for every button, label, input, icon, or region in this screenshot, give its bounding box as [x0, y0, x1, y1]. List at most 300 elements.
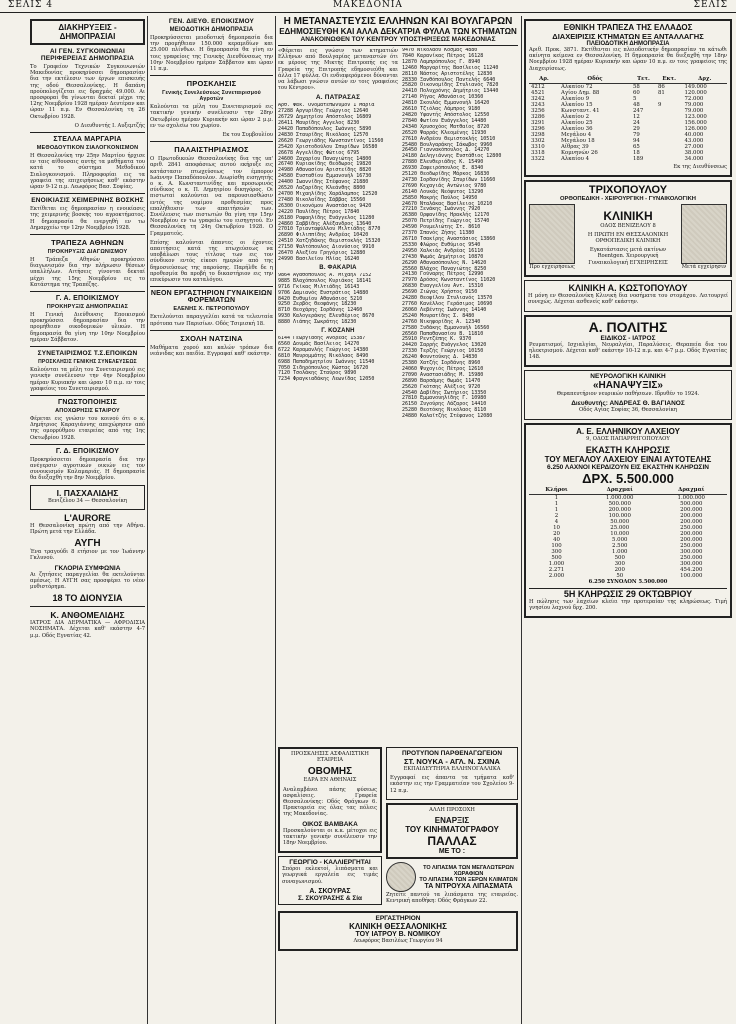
- advert-address: 9, ΟΔΟΣ ΠΑΠΑΡΡΗΓΟΠΟΥΛΟΥ: [586, 435, 670, 442]
- name-list-b: [278, 273, 398, 326]
- list-entry: 24060 Ψυχογιός Πέτρος 12610: [402, 365, 484, 372]
- advert-title: ΚΛΙΝΙΚΗ Α. ΚΩΣΤΟΠΟΥΛΟΥ: [568, 283, 688, 294]
- advert-subheading: ΕΔΡΑ ΕΝ ΑΘΗΝΑΙΣ: [303, 777, 357, 784]
- list-entry: 24420 Σαρρής Ευάγγελος 13020: [402, 342, 487, 349]
- list-entry: 26610 Τζιόλας Λάμπρος 9180: [402, 106, 481, 113]
- advert-title: ΣΤ. ΝΟΥΚΑ - ΑΓΛ. Ν. ΣΧΙΝΑ: [404, 757, 500, 766]
- article-intro: «Φέρεται εις γνώσιν των κτηματιών Ελλήνων από Βουλγαρίας μεταναστών ότι εκ μέρους της Μικτής Επιτροπής εις τα Γραφεία της Επιτροπής εδημοσιεύθη και άλλα 17 φύλλα. Οι ενδιαφερόμενοι δύνανται να λάβωσι γνώσιν αυτών εν τοις γραφείοις του Κέντρου».: [278, 48, 398, 92]
- notice-heading: Γ. Α. ΕΠΟΙΚΙΣΜΟΥ: [55, 295, 120, 303]
- table-cell: 38.000: [684, 149, 704, 156]
- table-row: [529, 156, 727, 162]
- list-entry: 26150 Ζυγούρης Λάζαρος 14410: [402, 401, 487, 408]
- table-cell: 250.000: [680, 524, 703, 531]
- list-entry: 27810 Εμμανουηλίδης Γ. 10980: [402, 395, 487, 402]
- notice-text: Καλούνται τα μέλη του Συνεταιρισμού εις τακτικήν γενικήν συνέλευσιν την 28ην Οκτωβρίου ημέραν Κυριακήν και ώραν 2 μ.μ. εν τω σχολείω του χωρίου.: [150, 104, 273, 129]
- list-entry: 26710 Τσακίρης Αναστάσιος 13860: [402, 236, 496, 242]
- list-entry: 6144 Γεωργιάδης Ανδρέας 15387: [278, 336, 366, 342]
- table-cell: Μεγάλου 18: [560, 137, 595, 144]
- list-entry: 24880 Καλαϊτζής Στέφανος 12080: [402, 413, 493, 420]
- list-entry: 27840 Φωτίου Ευάγγελος 14480: [402, 117, 487, 124]
- property-table: [529, 75, 727, 162]
- list-entry: 27430 Ψωμάς Δημήτριος 10870: [402, 253, 484, 260]
- advert-name: Ι. ΠΑΣΧΑΛΙΔΗΣ: [56, 487, 119, 498]
- list-entry: 27480 Νικολαΐδης Σάββας 15560: [278, 196, 366, 203]
- notice-text: Εκτίθεται εις δημοπρασίαν η ενοικίασις της χειμερινής βοσκής του αγροκτήματος. Η δημοπρασία θα ενεργηθή εν τω Δημαρχείω την 12ην Νοεμβρίου 1928.: [30, 206, 145, 231]
- list-entry: 27140 Ρήγας Αθανάσιος 10360: [402, 94, 484, 101]
- newspaper-name: ΜΑΚΕΔΟΝΙΑ: [333, 0, 403, 10]
- list-entry: 28330 Ξανθόπουλος Παντελής 6640: [402, 76, 496, 83]
- table-cell: 3286: [531, 113, 545, 120]
- column-2: [150, 16, 273, 1024]
- table-cell: 500: [551, 554, 562, 561]
- list-entry: 26380 Ορφανίδης Ηρακλής 12170: [402, 212, 490, 219]
- list-entry: 24990 Βασιλείου Ηλίας 16240: [278, 255, 360, 262]
- table-cell: 25.000: [610, 524, 630, 531]
- advert-heading: ΓΕΩΡΓΙΟ - ΚΑΛΛΙΕΡΓΗΤΑΙ: [289, 859, 371, 867]
- notice-text: Το Γραφείον Τεχνικών Συγκοινωνιών Μακεδονίας προκηρύσσει δημοπρασίαν δια την εκτέλεσιν των έργων επισκευής της οδού Θεσσαλονίκης. Η δαπάνη προϋπολογίζεται εις δραχμάς 49.000. Αι προσφοραί θα γίνωνται δεκταί μέχρι της 12ης Νοεμβρίου 1928 ημέραν Δευτέραν και ώραν 11 π.μ. Εν Θεσσαλονίκη τη 26 Οκτωβρίου 1928.: [30, 64, 145, 120]
- advert-title: ΤΡΙΧΟΠΟΥΛΟΥ: [588, 184, 668, 197]
- list-entry: 26411 Μαυρίδης Αγγελος 8230: [278, 120, 360, 127]
- name-list-right: [402, 48, 518, 420]
- advert-text: Αριθ. Προκ. 3871. Εκτίθενται εις πλειοδοτικήν δημοπρασίαν τα κάτωθι ακίνητα κείμενα εν Θεσσαλονίκη. Η δημοπρασία θα διεξαχθή την 18ην Νοεμβρίου 1928 ημέραν Κυριακήν και ώραν 10 π.μ. εν τοις γραφείοις της Διαχειρίσεως.: [529, 47, 727, 72]
- list-entry: 24980 Αθανασίου Αριστείδης 8820: [278, 167, 372, 174]
- list-entry: 27880 Ελευθεριάδης Κ. 15490: [402, 159, 484, 166]
- table-cell: 250.000: [680, 542, 703, 549]
- table-cell: 247: [632, 107, 644, 114]
- table-cell: Κωνσταντ. 41: [560, 107, 600, 114]
- list-entry: 25380 Χατζής Ιορδάνης 8960: [402, 360, 481, 367]
- divider: [30, 291, 145, 292]
- table-cell: Αλκαίου 36: [560, 125, 593, 132]
- table-cell: 3243: [531, 101, 545, 108]
- list-entry: 26180 Ραφαηλίδης Ευάγγελος 11280: [278, 214, 375, 221]
- list-entry: 24130 Γούναρης Πέτρος 12990: [402, 271, 484, 278]
- advert-line: ΤΟ ΛΙΠΑΣΜΑ ΤΩΝ ΞΕΡΩΝ ΚΛΙΜΑΤΩΝ: [419, 876, 518, 883]
- list-entry: 27610 Ανδρέου Θεμιστοκλής 10510: [402, 135, 496, 142]
- list-entry: 27370 Σπανός Ζήσης 11380: [402, 230, 475, 237]
- table-cell: 48: [632, 101, 640, 108]
- table-cell: 156.000: [684, 119, 707, 126]
- table-cell: 12: [632, 113, 640, 120]
- notice-subheading: Γενικής Συνελεύσεως Συνεταιρισμού Αγροτών: [162, 90, 261, 103]
- list-heading: Β. ΦΑΚΑΡΙΑ: [319, 264, 357, 271]
- list-entry: 24540 Δαβίδης Σωτήριος 13350: [402, 389, 487, 396]
- list-entry: 9930 Καλογεράκης Ελευθέριος 8670: [278, 313, 375, 320]
- divider: [150, 286, 273, 287]
- table-cell: 300: [551, 548, 562, 555]
- table-cell: 123.000: [684, 113, 707, 120]
- table-cell: 2.500: [612, 542, 628, 549]
- list-entry: 24220 Παυλίδης Πέτρος 17840: [278, 208, 360, 215]
- list-entry: 26620 Γεωργιάδης Κωνσταντίνος 11560: [278, 137, 384, 144]
- list-entry: 26520 Λαζαρίδης Κλεάνθης 8800: [278, 185, 366, 192]
- table-cell: 200.000: [680, 530, 703, 537]
- advert-signature: Εκ της Διευθύνσεως: [673, 163, 727, 170]
- table-cell: 86: [658, 83, 665, 90]
- list-entry: 26678 Αγγελίδης Φώτιος 6795: [278, 149, 360, 156]
- list-entry: 9250 Ζερβός Θεοφάνης 18230: [278, 301, 357, 308]
- school-advert: [386, 747, 518, 800]
- list-entry: 24830 Σταυρίδης Νικόλαος 12570: [278, 131, 369, 138]
- list-entry: 9470 Νικολάου Κοσμάς 4880: [402, 48, 478, 53]
- table-cell: 3318: [531, 149, 545, 156]
- list-entry: 7120 Τσολάκης Σταύρος 9890: [278, 370, 357, 377]
- politis-doctor-advert: [524, 315, 732, 368]
- notice-heading: ΠΑΛΑΙΣΤΗΡΙΑΣΜΟΣ: [174, 145, 249, 155]
- image-caption: Προ εγχειρήσεως: [529, 264, 575, 271]
- list-entry: 26930 Ζαφειρόπουλος Ε. 8340: [402, 165, 484, 172]
- list-entry: 9706 Δαμιανός Ευστράτιος 14880: [278, 289, 369, 296]
- advert-title: ΟΒΟΜΗΣ: [307, 766, 353, 778]
- table-cell: 9: [658, 101, 662, 108]
- table-cell: 1.000: [548, 560, 565, 567]
- list-entry: 28110 Νάστος Αριστοτέλης 12830: [402, 70, 493, 77]
- notice-text: Η Γενική Διεύθυνσις Εποικισμού προκηρύσσει δημοπρασίαν δια την προμήθειαν οικοδομικών υλικών. Η δημοπρασία θα γίνη την 10ην Νοεμβρίου ημέραν Σάββατον.: [30, 312, 145, 343]
- list-entry: 24730 Ιορδανίδης Σπυρίδων 11660: [402, 176, 496, 183]
- list-entry: 26830 Ευαγγελίου Αντ. 15310: [402, 283, 484, 290]
- list-entry: 24510 Χατζηδάκης Θεμιστοκλής 15320: [278, 238, 381, 245]
- table-cell: 27.000: [684, 143, 704, 150]
- notice-heading: ΑΙ ΓΕΝ. ΣΥΓΚΟΙΝΩΝΙΑΙ ΠΕΡΙΦΕΡΕΙΑΣ ΔΗΜΟΠΡΑΣΙΑ: [40, 48, 135, 62]
- list-entry: 24820 Υφαντής Απόστολος 12550: [402, 111, 490, 118]
- table-cell: 300: [614, 560, 625, 567]
- patient-before-image: [529, 204, 575, 264]
- advert-line: ΤΟΥ ΙΑΤΡΟΥ Β. ΝΟΜΙΚΟΥ: [355, 930, 441, 938]
- table-header-cell: Αρ.: [529, 75, 559, 84]
- advert-line: ΕΡΓΑΣΤΗΡΙΟΝ: [375, 914, 421, 922]
- list-entry: 25560 Βλάχος Παναγιώτης 8250: [402, 265, 487, 272]
- list-entry: 25820 Οικονομίδης Στυλιανός 7820: [402, 82, 499, 89]
- clinic-advert: [278, 911, 518, 951]
- running-head: [0, 0, 736, 13]
- notice-heading: ΠΡΟΣΚΛΗΣΙΣ: [186, 79, 237, 89]
- advert-line: ΤΟΥ ΚΙΝΗΜΑΤΟΓΡΑΦΟΥ: [405, 825, 499, 835]
- table-cell: 34.000: [684, 155, 704, 162]
- list-entry: 25850 Μακρής Παύλος 14950: [402, 194, 478, 201]
- table-cell: 500.000: [608, 500, 631, 507]
- list-entry: 26890 Βαρσάμης Θωμάς 11470: [402, 377, 481, 384]
- table-cell: 100.000: [608, 512, 631, 519]
- table-cell: 50: [616, 572, 624, 579]
- table-cell: 149.000: [684, 83, 707, 90]
- notice-heading: ΝΕΟΝ ΕΡΓΑΣΤΗΡΙΟΝ ΓΥΝΑΙΚΕΙΩΝ ΦΟΡΕΜΑΤΩΝ: [150, 290, 273, 305]
- table-cell: 3322: [531, 155, 545, 162]
- list-entry: Αρθ. Φακ. Ονοματεπώνυμον 1 Μαρία: [278, 103, 375, 109]
- column-rule: [521, 16, 522, 1024]
- list-entry: 9885 Βλαχόπουλος Κυριάκος 18141: [278, 277, 372, 284]
- notice-heading: ΓΝΩΣΤΟΠΟΙΗΣΙΣ: [57, 398, 118, 406]
- list-entry: 7840 Καρανίκας Πέτρος 16128: [402, 52, 484, 59]
- advert-title: ΟΙΚΟΣ ΒΑΜΒΑΚΑ: [302, 820, 358, 828]
- table-cell: 100: [551, 542, 562, 549]
- draw-date: 5Η ΚΛΗΡΩΣΙΣ 29 ΟΚΤΩΒΡΙΟΥ: [529, 588, 727, 599]
- column-1: [30, 16, 145, 1024]
- divider: [30, 444, 145, 445]
- list-entry: 24180 Δεληγιάννης Ευστάθιος 12800: [402, 153, 502, 160]
- table-cell: 3310: [531, 143, 545, 150]
- advert-subtitle: ΔΙΑΧΕΙΡΙΣΙΣ ΚΤΗΜΑΤΩΝ ΕΞ ΑΝΤΑΛΛΑΓΗΣ: [552, 32, 704, 41]
- list-entry: 27760 Κανέλλος Γεράσιμος 10690: [402, 300, 493, 307]
- table-cell: 24: [632, 119, 640, 126]
- table-cell: Αγίου Δημ. 88: [560, 89, 600, 96]
- table-cell: Αλκαίου 15: [560, 101, 593, 108]
- list-entry: 26470 Αλεξίου Γρηγόριος 12880: [278, 250, 366, 257]
- column-3: [278, 16, 518, 1024]
- cinema-advert: [386, 803, 518, 859]
- list-entry: 27150 Ψαλτόπουλος Διονύσιος 9910: [278, 244, 375, 251]
- list-entry: 26060 Λεβέντης Ιωάννης 14140: [402, 306, 487, 313]
- column-rule: [147, 16, 148, 1024]
- section-title: ΔΙΑΚΗΡΥΞΕΙΣ - ΔΗΜΟΠΡΑΣΙΑΙ: [30, 19, 145, 45]
- table-cell: 58: [632, 83, 640, 90]
- list-entry: 25280 Θεοτόκης Νικόλαος 8110: [402, 407, 487, 414]
- advert-subtitle: ΕΙΔΙΚΟΣ - ΙΑΤΡΟΣ: [600, 334, 656, 342]
- notice-heading: ΣΥΝΕΤΑΙΡΙΣΜΟΣ Τ.Σ.ΕΠΟΙΚΩΝ: [37, 350, 138, 358]
- bank-advert: [524, 19, 732, 177]
- table-cell: Αλκαίου 9: [560, 95, 590, 102]
- list-entry: 26560 Παπαθανασίου Β. 11810: [402, 330, 484, 337]
- headline: Η ΜΕΤΑΝΑΣΤΕΥΣΙΣ ΕΛΛΗΝΩΝ ΚΑΙ ΒΟΥΛΓΑΡΩΝ: [283, 16, 513, 27]
- notice-text: Η Θεσσαλονίκη την 25ην Μαρτίου ήρχισε εν ταις αίθουσαις αυτής τα μαθήματα του κατά το σύστημα Μεθοδικού Σιαλογκονισμού. Πληροφορίαι εις τα γραφεία της επιχειρήσεως καθ' εκάστην ώραν 9-12 π.μ. Λεωφόρος Βασ. Σοφίας.: [30, 153, 145, 191]
- lottery-advert: [524, 423, 732, 619]
- list-entry: 24340 Χρυσοχόος Ματθαίος 8720: [402, 123, 490, 130]
- table-cell: 4: [554, 518, 559, 525]
- table-cell: 3291: [531, 119, 545, 126]
- table-cell: 100.000: [680, 572, 703, 579]
- advert-title: ΔΙΟΝΥΣΙΑ: [79, 593, 123, 604]
- advert-big-word: ΚΛΙΝΙΚΗ: [603, 208, 653, 223]
- list-entry: 27210 Ξενάκης Ιωάννης 7920: [402, 206, 481, 213]
- insurance-advert: [278, 747, 382, 853]
- list-entry: 25240 Μουρατίδης Σ. 8480: [402, 312, 475, 319]
- notice-text: Επίσης καλούνται άπαντες οι έχοντες απαιτήσεις κατά της πτωχεύσεως να υποβάλωσι τους τίτλους των εις τον σύνδικον εντός είκοσι ημερών από της δημοσιεύσεως της παρούσης. Παρήλθε δε η προθεσμία θα προβή το δικαστήριον εις την επικύρωσιν του καταλόγου.: [150, 239, 273, 284]
- list-entry: 6722 Καραμανλής Γεώργιος 14380: [278, 346, 369, 353]
- table-cell: 500.000: [680, 500, 703, 507]
- list-heading: Α. ΠΑΤΡΑΣΑΣ: [315, 94, 361, 102]
- table-cell: 50.000: [610, 518, 630, 525]
- table-cell: 79.000: [684, 101, 704, 108]
- table-cell: 43.000: [684, 137, 704, 144]
- list-entry: 24700 Μιχαηλίδης Χαράλαμπος 12520: [278, 191, 378, 198]
- divider: [30, 395, 145, 396]
- advert-address: Η ΠΡΩΤΗ ΕΝ ΘΕΣΣΑΛΟΝΙΚΗ ΟΡΘΟΠΕΔΙΚΗ ΚΛΙΝΙΚΗ: [587, 231, 669, 244]
- table-cell: 200.000: [680, 518, 703, 525]
- list-entry: 24760 Νικηφορίδης Α. 12340: [402, 318, 481, 325]
- advert-title: ΓΚΛΟΡΙΑ ΣΥΜΦΩΝΙΑ: [54, 564, 121, 572]
- list-entry: 25910 Ρεντζέπης Κ. 9370: [402, 336, 472, 343]
- table-cell: 2.000: [548, 572, 565, 579]
- list-entry: 24860 Σαββίδης Αλέξανδρος 13640: [278, 220, 372, 227]
- table-cell: [656, 156, 682, 162]
- advert-director: Διευθυντής: ΑΝΔΡΕΑΣ Θ. ΒΑΓΙΑΝΟΣ: [571, 400, 685, 408]
- table-cell: 1.000: [612, 548, 628, 555]
- table-cell: 10.000: [610, 530, 630, 537]
- list-entry: 27580 Ξυδάκης Εμμανουήλ 16560: [402, 324, 490, 331]
- list-entry: 6560 Δουμάς Βασίλειος 14270: [278, 340, 360, 347]
- notice-subheading: ΜΕΙΟΔΟΤΙΚΗ ΔΗΜΟΠΡΑΣΙΑ: [169, 27, 254, 33]
- advert-text: Η πώλησις των λαχείων κλείει την προτεραίαν της κληρώσεως. Τιμή γνησίου λαχνού δρχ. 200.: [529, 599, 727, 612]
- list-entry: 26300 Οικονόμου Αναστάσιος 9420: [278, 202, 372, 209]
- advert-title: ΕΘΝΙΚΗ ΤΡΑΠΕΖΑ ΤΗΣ ΕΛΛΑΔΟΣ: [563, 23, 693, 32]
- table-cell: Μεγάλου 4: [560, 131, 592, 138]
- list-entry: 12870 Λαμπρόπουλος Γ. 8940: [402, 58, 481, 65]
- table-cell: Αλκαίου 72: [560, 83, 593, 90]
- list-entry: 24410 Πολυχρόνης Δημήτριος 13440: [402, 88, 499, 95]
- table-cell: Αλκαίου 25: [560, 119, 593, 126]
- fertilizer-logo-icon: [386, 862, 416, 892]
- advert-line: ΕΚΑΣΤΗ ΚΛΗΡΩΣΙΣ: [585, 444, 671, 455]
- table-cell: 200: [614, 566, 625, 573]
- notice-text: Φέρεται εις γνώσιν του κοινού ότι ο κ. Δημήτριος Καραγιάννης απεχώρησεν από της ομορρύθμου εταιρείας από της 1ης Οκτωβρίου 1928.: [30, 415, 145, 441]
- table-cell: 1: [554, 506, 559, 513]
- divider: [30, 606, 145, 607]
- list-entry: 27330 Τερζής Γεώργιος 10150: [402, 348, 484, 355]
- image-caption: Μετά εγχείρησιν: [681, 264, 727, 271]
- list-entry: 27090 Αναστασιάδης Μ. 15980: [402, 371, 484, 378]
- list-entry: 8710 Θεοχάρης Ιορδάνης 12460: [278, 307, 363, 314]
- table-cell: 3256: [531, 107, 545, 114]
- advert-heading: ΑΛΛΗ ΠΡΟΣΟΧΗ: [429, 806, 475, 813]
- advert-title: ΑΥΓΗ: [74, 538, 101, 550]
- table-cell: 20: [553, 530, 560, 537]
- notice-subheading: ΕΛΕΝΗΣ Χ. ΠΕΤΡΟΠΟΥΛΟΥ: [173, 306, 250, 313]
- list-entry: 25620 Γκότσης Αλέξιος 9720: [402, 383, 481, 390]
- notice-text: Ο Πρωτοδικεών Θεσσαλονίκης δια της υπ' αριθ. 2841 αποφάσεως αυτού εκήρυξε εις κατάστασιν πτωχεύσεως τον έμπορον Ιωάννην Παπαδόπουλον. Διωρίσθη εισηγητής ο κ. Α. Κωνσταντινίδης και προσωρινός σύνδικος ο κ. Π. Δημητρίου δικηγόρος. Οι πιστωταί καλούνται να παρουσιασθώσιν εντός της νομίμου προθεσμίας προς επαλήθευσιν των απαιτήσεών των. Συνέλευσις των πιστωτών θα γίνη την 15ην Νοεμβρίου εν τω γραφείω του εισηγητού. Εν Θεσσαλονίκη τη 24η Οκτωβρίου 1928. Ο Γραμματεύς.: [150, 156, 273, 237]
- advert-text: Εγγραφαί εις άπαντα τα τμήματα καθ' εκάστην εις την Γραμματείαν του Σχολείου 9-12 π.μ.: [390, 775, 514, 794]
- advert-title: L'AURORE: [64, 512, 111, 523]
- list-entry: 7234 Φραγκιαδάκης Λεωνίδας 12050: [278, 376, 375, 383]
- advert-amount: ΔΡΧ. 5.500.000: [582, 470, 674, 486]
- trichopoulos-clinic-advert: [524, 180, 732, 277]
- list-entry: 25070 Πετρίδης Γεώργιος 15740: [402, 218, 490, 225]
- advert-text: Ρευματισμοί, Ισχιαλγίαι, Νευραλγίαι, Παραλύσεις. Θεραπεία δια του ηλεκτρισμού. Δέχεται καθ' εκάστην 10-12 π.μ. και 4-7 μ.μ. Οδός Εγνατίας 148.: [529, 341, 727, 361]
- table-cell: Αλκαίου 2: [560, 113, 590, 120]
- table-cell: 300.000: [680, 560, 703, 567]
- table-cell: 4521: [531, 89, 545, 96]
- advert-line: 6.250 ΛΑΧΝΟΙ ΚΕΡΔΙΖΟΥΝ ΕΙΣ ΕΚΑΣΤΗΝ ΚΛΗΡΩΣΙΝ: [547, 463, 709, 471]
- headline-3: ΑΝΑΚΟΙΝΩΘΕΝ ΤΟΥ ΚΕΝΤΡΟΥ ΥΠΟΣΤΗΡΙΞΕΩΣ ΜΑΚΕΔΟΝΙΑΣ: [278, 36, 518, 46]
- list-entry: 25480 Βουλγαράκης Ιάκωβος 9960: [402, 141, 493, 148]
- table-cell: 120.000: [684, 89, 707, 96]
- notice-text: Εκτελούνται παραγγελίαι κατά τα τελευταία πρότυπα των Παρισίων. Οδός Τσιμισκή 18.: [150, 314, 273, 327]
- notice-signature: Ο Διευθυντής Ι. Αυξεμτζής: [74, 122, 145, 129]
- table-cell: 250.000: [680, 554, 703, 561]
- table-header-cell: Οδός: [559, 75, 631, 84]
- table-row: [529, 525, 727, 531]
- table-cell: 3242: [531, 95, 545, 102]
- notice-heading: ΣΧΟΛΗ ΝΑΤΣΙΝΑ: [180, 333, 243, 343]
- table-header-cell: Εκτ.: [656, 75, 682, 84]
- notice-text: Η Τράπεζα Αθηνών προκηρύσσει διαγωνισμόν δια την πλήρωσιν θέσεων υπαλλήλων. Αιτήσεις γίνονται δεκταί μέχρι της 15ης Νοεμβρίου εις το Κατάστημα της Τραπέζης.: [30, 257, 145, 288]
- page-number-left: ΣΕΛΙΣ 4: [8, 0, 53, 10]
- advert-heading: ΠΡΟΤΥΠΟΝ ΠΑΡΘΕΝΑΓΩΓΕΙΟΝ: [401, 750, 503, 757]
- prize-table: [529, 486, 727, 579]
- notice-heading: ΤΡΑΠΕΖΑ ΑΘΗΝΩΝ: [51, 238, 124, 248]
- divider: [30, 193, 145, 194]
- advert-address: Βενιζέλου 34 — Θεσσαλονίκη: [48, 497, 127, 504]
- column-rule: [275, 16, 276, 1024]
- divider: [150, 75, 273, 76]
- advert-line: ΤΟ ΛΙΠΑΣΜΑ ΤΩΝ ΜΕΓΑΛΩΤΕΡΩΝ ΧΩΡΑΦΙΩΝ: [423, 864, 514, 877]
- advert-text: Σπόροι εκλεκτοί, λιπάσματα και γεωργικά εργαλεία εις τιμάς συναγωνισμού.: [282, 866, 378, 885]
- advert-name: Κ. ΑΝΘΟΜΕΛΙΔΗΣ: [50, 610, 125, 621]
- table-cell: 300.000: [680, 548, 703, 555]
- advert-text: Θεραπευτήριον νευρικών παθήσεων. Ιδρυθέν το 1924.: [556, 391, 700, 398]
- table-row: [529, 531, 727, 537]
- list-entry: 24400 Ιωαννίδης Στέφανος 21880: [278, 179, 369, 186]
- list-entry: 25120 Θεοδωρίδης Μάρκος 16830: [402, 171, 490, 178]
- list-entry: 25420 Χριστοδούλου Σπυρίδων 16580: [278, 143, 378, 150]
- table-cell: 40.000: [684, 131, 704, 138]
- table-cell: 1.000.000: [677, 494, 705, 501]
- table-cell: 189: [632, 155, 644, 162]
- divider: [150, 141, 273, 142]
- notice-text: Προκηρύσσεται δημοπρασία δια την ανέγερσιν αγροτικών οικιών εις τον συνοικισμόν Καλαμαριάς. Η δημοπρασία θα διεξαχθή την 8ην Νοεμβρίου.: [30, 456, 145, 482]
- table-cell: 94: [632, 137, 640, 144]
- notice-subheading: ΠΡΟΚΗΡΥΞΙΣ ΔΗΜΟΠΡΑΣΙΑΣ: [46, 304, 129, 311]
- advert-address: Οδός Αγίας Σοφίας 36, Θεσσαλονίκη: [579, 407, 677, 414]
- table-cell: 60: [632, 89, 640, 96]
- notice-heading: ΕΝΟΙΚΙΑΣΙΣ ΧΕΙΜΕΡΙΝΗΣ ΒΟΣΚΗΣ: [31, 197, 144, 205]
- notice-text: Μαθήματα χορού και καλών τρόπων δια νεάνιδας και παιδία. Εγγραφαί καθ' εκάστην.: [150, 344, 273, 357]
- notice-text: Προκηρύσσεται μειοδοτική δημοπρασία δια την προμήθειαν 150.000 κεραμιδίων και 25.000 πλίνθων. Η δημοπρασία θα γίνη εν τοις γραφείοις της Γενικής Διευθύνσεως την 10ην Νοεμβρίου ημέραν Σάββατον και ώραν 11 π.μ.: [150, 35, 273, 73]
- list-entry: 24590 Ρουμελιώτης Στ. 8610: [402, 224, 481, 231]
- list-entry: 8880 Λιάπης Σωκράτης 18230: [278, 319, 357, 326]
- advert-text: Η μόνη εν Θεσσαλονίκη Κλινική δια νοσήματα του στομάχου. Λειτουργεί συνεχώς. Δέχεται ασθενείς καθ' εκάστην.: [528, 293, 728, 306]
- headline-2: ΕΔΗΜΟΣΙΕΥΘΗ ΚΑΙ ΑΛΛΑ ΔΕΚΑΤΡΙΑ ΦΥΛΛΑ ΤΩΝ ΚΤΗΜΑΤΩΝ: [279, 27, 517, 36]
- table-cell: 454.200: [680, 566, 703, 573]
- list-entry: 26520 Ψαρράς Κλεομένης 11930: [402, 129, 487, 136]
- advert-box: [30, 485, 145, 510]
- notice-heading: ΓΕΝ. ΔΙΕΥΘ. ΕΠΟΙΚΙΣΜΟΥ: [168, 18, 255, 25]
- list-entry: 9864 Αγαθόπουλος Α. Μιχαήλ 7152: [278, 272, 372, 278]
- table-cell: 18: [632, 149, 640, 156]
- divider: [150, 330, 273, 331]
- list-entry: 24280 Θεοφίλου Στυλιανός 13570: [402, 295, 493, 302]
- table-header-cell: Κλήροι: [529, 486, 584, 495]
- advert-subheading: ΕΚΠΑΙΔΕΥΤΗΡΙΑ ΕΛΛΗΝΟΓΑΛΛΙΚΑ: [403, 766, 501, 772]
- patient-after-image: [681, 204, 727, 264]
- notice-signature: Εκ του Συμβουλίου: [222, 132, 273, 139]
- list-entry: 24670 Νταλάκας Βασίλειος 10210: [402, 200, 493, 207]
- table-cell: 1: [554, 500, 559, 507]
- table-cell: 126.000: [684, 125, 707, 132]
- list-entry: 24580 Ευσταθίου Εμμανουήλ 16730: [278, 173, 372, 180]
- table-cell: 40: [553, 536, 560, 543]
- list-entry: 27690 Κεχαγιάς Αντώνιος 9780: [402, 182, 487, 189]
- divider: [30, 346, 145, 347]
- table-header-cell: Δραχμαί: [584, 486, 655, 495]
- advert-title: «ΗΑΝΑΨΥΞΙΣ»: [593, 380, 663, 392]
- table-cell: 200.000: [680, 512, 703, 519]
- table-header-cell: Δρχ.: [682, 75, 727, 84]
- list-heading: Γ. ΚΟΖΑΝΗ: [321, 328, 355, 335]
- list-entry: 9716 Γκίκας Μιλτιάδης 16143: [278, 283, 360, 290]
- advert-prefix: 18 ΤΟ: [52, 593, 78, 604]
- table-cell: 1.000.000: [606, 494, 634, 501]
- table-cell: 65: [632, 143, 640, 150]
- list-entry: 8420 Ευθυμίου Αθανάσιος 5210: [278, 295, 363, 302]
- table-cell: Αλκαίου 4: [560, 155, 590, 162]
- list-entry: 25330 Φλώρος Ευθύμιος 9540: [402, 241, 481, 248]
- kostopoulos-clinic-advert: [524, 280, 732, 311]
- advert-text: Η Θεσσαλονίκη πρώτη από την Αθήνα. Πρώτη μετά την Ελλάδα.: [30, 522, 145, 535]
- table-cell: 3302: [531, 137, 545, 144]
- table-cell: 200.000: [608, 506, 631, 513]
- notice-subheading: ΠΡΟΣΚΛΗΣΙΣ ΓΕΝΙΚΗΣ ΣΥΝΕΛΕΥΣΕΩΣ: [38, 359, 137, 366]
- table-cell: 500: [614, 554, 625, 561]
- list-entry: 24810 Σκουλάς Εμμανουήλ 16420: [402, 100, 490, 107]
